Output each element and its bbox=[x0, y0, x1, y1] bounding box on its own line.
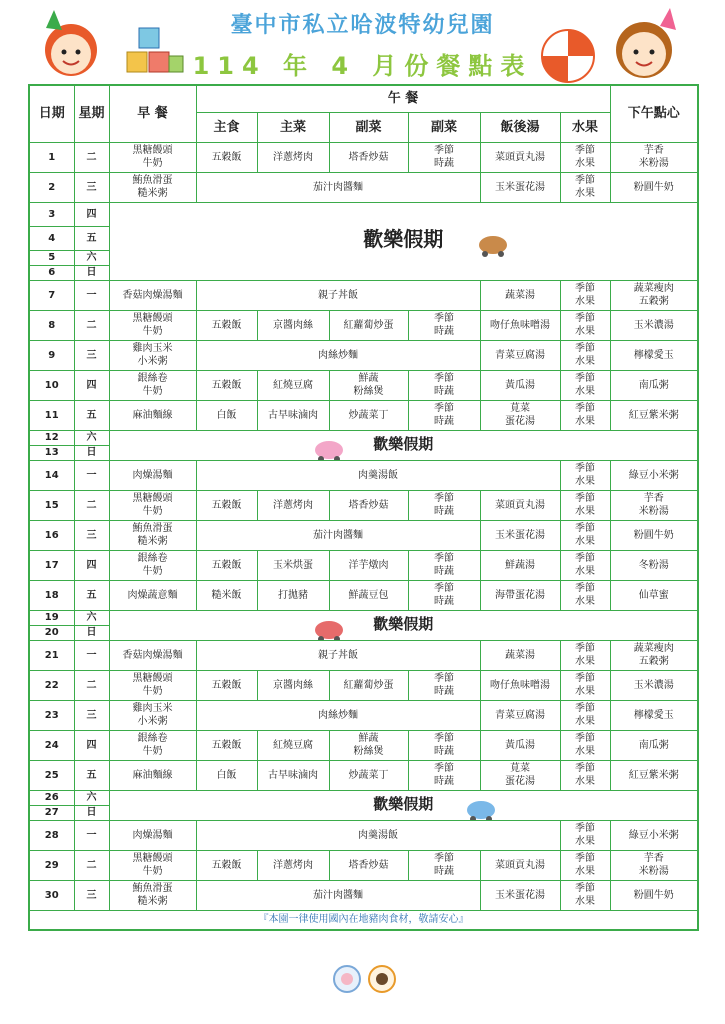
side-dish-cell: 塔香炒菇 bbox=[329, 490, 408, 520]
fruit-cell: 季節 水果 bbox=[560, 640, 610, 670]
side-dish-cell: 紅蘿蔔炒蛋 bbox=[329, 310, 408, 340]
soup-cell: 玉米蛋花湯 bbox=[480, 520, 560, 550]
main-dish-cell: 紅燒豆腐 bbox=[257, 730, 329, 760]
breakfast-cell: 銀絲卷 牛奶 bbox=[109, 550, 196, 580]
weekday-cell: 日 bbox=[74, 265, 109, 280]
side-dish-cell: 季節 時蔬 bbox=[408, 310, 480, 340]
plane-icon bbox=[463, 793, 499, 821]
soup-cell: 玉米蛋花湯 bbox=[480, 172, 560, 202]
breakfast-cell: 鮪魚滑蛋 糙米粥 bbox=[109, 172, 196, 202]
fruit-cell: 季節 水果 bbox=[560, 370, 610, 400]
holiday-banner bbox=[109, 610, 698, 640]
notice-text: 『本園一律使用國內在地豬肉食材，敬請安心』 bbox=[29, 910, 698, 930]
breakfast-cell: 黑糖饅頭 牛奶 bbox=[109, 310, 196, 340]
staple-cell: 五穀飯 bbox=[196, 370, 257, 400]
breakfast-cell: 肉燥湯麵 bbox=[109, 460, 196, 490]
snack-cell: 綠豆小米粥 bbox=[610, 820, 698, 850]
snack-cell: 玉米濃湯 bbox=[610, 310, 698, 340]
weekday-cell: 二 bbox=[74, 670, 109, 700]
weekday-cell: 六 bbox=[74, 790, 109, 805]
beach-ball-icon bbox=[540, 28, 596, 84]
breakfast-cell: 雞肉玉米 小米粥 bbox=[109, 340, 196, 370]
fruit-cell: 季節 水果 bbox=[560, 280, 610, 310]
weekday-cell: 四 bbox=[74, 202, 109, 226]
date-cell: 25 bbox=[29, 760, 74, 790]
staple-cell: 五穀飯 bbox=[196, 142, 257, 172]
side-dish-cell: 季節 時蔬 bbox=[408, 370, 480, 400]
meal-table bbox=[28, 84, 699, 931]
snack-cell: 南瓜粥 bbox=[610, 730, 698, 760]
breakfast-cell: 肉燥湯麵 bbox=[109, 820, 196, 850]
staple-cell: 白飯 bbox=[196, 760, 257, 790]
side-dish-cell: 季節 時蔬 bbox=[408, 670, 480, 700]
soup-cell: 菜頭貢丸湯 bbox=[480, 142, 560, 172]
table-row bbox=[29, 202, 698, 226]
weekday-cell: 三 bbox=[74, 520, 109, 550]
seal-right-icon bbox=[367, 964, 397, 994]
main-dish-cell: 京醬肉絲 bbox=[257, 310, 329, 340]
table-row bbox=[29, 400, 698, 430]
date-cell: 29 bbox=[29, 850, 74, 880]
table-row bbox=[29, 580, 698, 610]
date-cell: 7 bbox=[29, 280, 74, 310]
date-cell: 22 bbox=[29, 670, 74, 700]
table-row bbox=[29, 310, 698, 340]
side-dish-cell: 季節 時蔬 bbox=[408, 142, 480, 172]
weekday-cell: 三 bbox=[74, 172, 109, 202]
fruit-cell: 季節 水果 bbox=[560, 580, 610, 610]
table-row bbox=[29, 850, 698, 880]
main-dish-cell: 玉米烘蛋 bbox=[257, 550, 329, 580]
side-dish-cell: 季節 時蔬 bbox=[408, 550, 480, 580]
side-dish-cell: 塔香炒菇 bbox=[329, 142, 408, 172]
holiday-banner bbox=[109, 790, 698, 820]
soup-cell: 玉米蛋花湯 bbox=[480, 880, 560, 910]
snack-cell: 粉圓牛奶 bbox=[610, 520, 698, 550]
school-name: 臺中市私立哈波特幼兒園 bbox=[230, 13, 495, 38]
fruit-cell: 季節 水果 bbox=[560, 880, 610, 910]
main-dish-cell: 洋蔥烤肉 bbox=[257, 850, 329, 880]
soup-cell: 青菜豆腐湯 bbox=[480, 340, 560, 370]
soup-cell: 黃瓜湯 bbox=[480, 730, 560, 760]
date-cell: 3 bbox=[29, 202, 74, 226]
breakfast-cell: 鮪魚滑蛋 糙米粥 bbox=[109, 520, 196, 550]
table-row bbox=[29, 550, 698, 580]
side-dish-cell: 紅蘿蔔炒蛋 bbox=[329, 670, 408, 700]
breakfast-cell: 黑糖饅頭 牛奶 bbox=[109, 850, 196, 880]
date-cell: 15 bbox=[29, 490, 74, 520]
side-dish-cell: 鮮蔬 粉絲煲 bbox=[329, 370, 408, 400]
side-dish-cell: 季節 時蔬 bbox=[408, 490, 480, 520]
date-cell: 18 bbox=[29, 580, 74, 610]
fruit-cell: 季節 水果 bbox=[560, 172, 610, 202]
weekday-cell: 六 bbox=[74, 610, 109, 625]
main-dish-cell: 打拋豬 bbox=[257, 580, 329, 610]
holiday-label: 歡樂假期 bbox=[373, 794, 434, 813]
lunch-combined-cell: 茄汁肉醬麵 bbox=[196, 520, 480, 550]
fruit-cell: 季節 水果 bbox=[560, 490, 610, 520]
date-cell: 1 bbox=[29, 142, 74, 172]
side-dish-cell: 鮮蔬 粉絲煲 bbox=[329, 730, 408, 760]
weekday-cell: 二 bbox=[74, 850, 109, 880]
soup-cell: 蔬菜湯 bbox=[480, 280, 560, 310]
fruit-cell: 季節 水果 bbox=[560, 400, 610, 430]
date-cell: 10 bbox=[29, 370, 74, 400]
horse-icon bbox=[475, 228, 511, 258]
main-dish-cell: 洋蔥烤肉 bbox=[257, 142, 329, 172]
date-cell: 8 bbox=[29, 310, 74, 340]
soup-cell: 吻仔魚味噌湯 bbox=[480, 310, 560, 340]
side-dish-cell: 季節 時蔬 bbox=[408, 850, 480, 880]
header-date: 日期 bbox=[29, 85, 74, 142]
doll-icon bbox=[311, 433, 347, 461]
weekday-cell: 五 bbox=[74, 760, 109, 790]
header-breakfast: 早 餐 bbox=[109, 85, 196, 142]
date-cell: 24 bbox=[29, 730, 74, 760]
breakfast-cell: 麻油麵線 bbox=[109, 400, 196, 430]
main-dish-cell: 古早味滷肉 bbox=[257, 760, 329, 790]
date-cell: 26 bbox=[29, 790, 74, 805]
holiday-banner bbox=[109, 202, 698, 280]
fruit-cell: 季節 水果 bbox=[560, 460, 610, 490]
soup-cell: 菜頭貢丸湯 bbox=[480, 850, 560, 880]
snack-cell: 玉米濃湯 bbox=[610, 670, 698, 700]
staple-cell: 五穀飯 bbox=[196, 850, 257, 880]
holiday-label: 歡樂假期 bbox=[373, 614, 434, 633]
table-row bbox=[29, 172, 698, 202]
page-header bbox=[0, 0, 725, 84]
staple-cell: 白飯 bbox=[196, 400, 257, 430]
weekday-cell: 一 bbox=[74, 280, 109, 310]
table-row bbox=[29, 142, 698, 172]
weekday-cell: 二 bbox=[74, 142, 109, 172]
weekday-cell: 三 bbox=[74, 880, 109, 910]
soup-cell: 莧菜 蛋花湯 bbox=[480, 400, 560, 430]
snack-cell: 蔬菜瘦肉 五穀粥 bbox=[610, 280, 698, 310]
snack-cell: 檸檬愛玉 bbox=[610, 340, 698, 370]
snack-cell: 紅豆紫米粥 bbox=[610, 400, 698, 430]
soup-cell: 鮮蔬湯 bbox=[480, 550, 560, 580]
fruit-cell: 季節 水果 bbox=[560, 670, 610, 700]
header-lunch: 午 餐 bbox=[196, 85, 610, 112]
weekday-cell: 日 bbox=[74, 445, 109, 460]
table-row bbox=[29, 670, 698, 700]
snack-cell: 粉圓牛奶 bbox=[610, 172, 698, 202]
soup-cell: 海帶蛋花湯 bbox=[480, 580, 560, 610]
date-cell: 23 bbox=[29, 700, 74, 730]
date-cell: 17 bbox=[29, 550, 74, 580]
staple-cell: 五穀飯 bbox=[196, 310, 257, 340]
breakfast-cell: 黑糖饅頭 牛奶 bbox=[109, 142, 196, 172]
weekday-cell: 五 bbox=[74, 226, 109, 250]
holiday-label: 歡樂假期 bbox=[373, 434, 434, 453]
lunch-combined-cell: 茄汁肉醬麵 bbox=[196, 172, 480, 202]
table-row bbox=[29, 790, 698, 805]
main-dish-cell: 古早味滷肉 bbox=[257, 400, 329, 430]
soup-cell: 蔬菜湯 bbox=[480, 640, 560, 670]
soup-cell: 莧菜 蛋花湯 bbox=[480, 760, 560, 790]
weekday-cell: 四 bbox=[74, 550, 109, 580]
breakfast-cell: 肉燥蔬意麵 bbox=[109, 580, 196, 610]
staple-cell: 糙米飯 bbox=[196, 580, 257, 610]
header-side-dish-2: 副菜 bbox=[408, 112, 480, 142]
table-row bbox=[29, 490, 698, 520]
weekday-cell: 二 bbox=[74, 310, 109, 340]
date-cell: 13 bbox=[29, 445, 74, 460]
weekday-cell: 日 bbox=[74, 625, 109, 640]
breakfast-cell: 香菇肉燥湯麵 bbox=[109, 640, 196, 670]
date-cell: 9 bbox=[29, 340, 74, 370]
table-row bbox=[29, 700, 698, 730]
weekday-cell: 四 bbox=[74, 730, 109, 760]
breakfast-cell: 麻油麵線 bbox=[109, 760, 196, 790]
table-row bbox=[29, 280, 698, 310]
seal-left-icon bbox=[332, 964, 362, 994]
side-dish-cell: 鮮蔬豆包 bbox=[329, 580, 408, 610]
holiday-label: 歡樂假期 bbox=[363, 226, 444, 251]
snack-cell: 芋香 米粉湯 bbox=[610, 490, 698, 520]
fruit-cell: 季節 水果 bbox=[560, 340, 610, 370]
date-cell: 14 bbox=[29, 460, 74, 490]
soup-cell: 吻仔魚味噌湯 bbox=[480, 670, 560, 700]
header-soup: 飯後湯 bbox=[480, 112, 560, 142]
table-row bbox=[29, 820, 698, 850]
table-row bbox=[29, 460, 698, 490]
header-fruit: 水果 bbox=[560, 112, 610, 142]
snack-cell: 芋香 米粉湯 bbox=[610, 142, 698, 172]
girl-face-icon bbox=[604, 6, 684, 82]
snack-cell: 綠豆小米粥 bbox=[610, 460, 698, 490]
weekday-cell: 六 bbox=[74, 250, 109, 265]
lunch-combined-cell: 茄汁肉醬麵 bbox=[196, 880, 480, 910]
staple-cell: 五穀飯 bbox=[196, 490, 257, 520]
snack-cell: 南瓜粥 bbox=[610, 370, 698, 400]
snack-cell: 粉圓牛奶 bbox=[610, 880, 698, 910]
fruit-cell: 季節 水果 bbox=[560, 310, 610, 340]
menu-title: 114 年 4 月份餐點表 bbox=[192, 52, 533, 80]
weekday-cell: 五 bbox=[74, 580, 109, 610]
table-row bbox=[29, 610, 698, 625]
date-cell: 30 bbox=[29, 880, 74, 910]
side-dish-cell: 季節 時蔬 bbox=[408, 760, 480, 790]
fruit-cell: 季節 水果 bbox=[560, 142, 610, 172]
lunch-combined-cell: 肉絲炒麵 bbox=[196, 700, 480, 730]
staple-cell: 五穀飯 bbox=[196, 550, 257, 580]
header-main-dish: 主菜 bbox=[257, 112, 329, 142]
weekday-cell: 三 bbox=[74, 340, 109, 370]
lunch-combined-cell: 親子丼飯 bbox=[196, 640, 480, 670]
snack-cell: 檸檬愛玉 bbox=[610, 700, 698, 730]
soup-cell: 菜頭貢丸湯 bbox=[480, 490, 560, 520]
header-side-dish-1: 副菜 bbox=[329, 112, 408, 142]
date-cell: 19 bbox=[29, 610, 74, 625]
soup-cell: 青菜豆腐湯 bbox=[480, 700, 560, 730]
fruit-cell: 季節 水果 bbox=[560, 700, 610, 730]
main-dish-cell: 京醬肉絲 bbox=[257, 670, 329, 700]
weekday-cell: 一 bbox=[74, 460, 109, 490]
snack-cell: 仙草蜜 bbox=[610, 580, 698, 610]
date-cell: 28 bbox=[29, 820, 74, 850]
weekday-cell: 一 bbox=[74, 640, 109, 670]
weekday-cell: 四 bbox=[74, 370, 109, 400]
fruit-cell: 季節 水果 bbox=[560, 850, 610, 880]
fruit-cell: 季節 水果 bbox=[560, 520, 610, 550]
weekday-cell: 三 bbox=[74, 700, 109, 730]
date-cell: 6 bbox=[29, 265, 74, 280]
lunch-combined-cell: 肉絲炒麵 bbox=[196, 340, 480, 370]
table-row bbox=[29, 880, 698, 910]
side-dish-cell: 季節 時蔬 bbox=[408, 580, 480, 610]
fruit-cell: 季節 水果 bbox=[560, 760, 610, 790]
side-dish-cell: 炒蔬菜丁 bbox=[329, 760, 408, 790]
lunch-combined-cell: 親子丼飯 bbox=[196, 280, 480, 310]
side-dish-cell: 季節 時蔬 bbox=[408, 400, 480, 430]
header-snack: 下午點心 bbox=[610, 85, 698, 142]
side-dish-cell: 季節 時蔬 bbox=[408, 730, 480, 760]
date-cell: 11 bbox=[29, 400, 74, 430]
date-cell: 2 bbox=[29, 172, 74, 202]
fruit-cell: 季節 水果 bbox=[560, 820, 610, 850]
breakfast-cell: 鮪魚滑蛋 糙米粥 bbox=[109, 880, 196, 910]
date-cell: 16 bbox=[29, 520, 74, 550]
main-dish-cell: 洋蔥烤肉 bbox=[257, 490, 329, 520]
table-row bbox=[29, 640, 698, 670]
snack-cell: 冬粉湯 bbox=[610, 550, 698, 580]
header-staple: 主食 bbox=[196, 112, 257, 142]
fruit-cell: 季節 水果 bbox=[560, 730, 610, 760]
table-row bbox=[29, 430, 698, 445]
side-dish-cell: 洋芋燉肉 bbox=[329, 550, 408, 580]
fruit-cell: 季節 水果 bbox=[560, 550, 610, 580]
weekday-cell: 日 bbox=[74, 805, 109, 820]
breakfast-cell: 黑糖饅頭 牛奶 bbox=[109, 490, 196, 520]
holiday-banner bbox=[109, 430, 698, 460]
snack-cell: 紅豆紫米粥 bbox=[610, 760, 698, 790]
date-cell: 12 bbox=[29, 430, 74, 445]
side-dish-cell: 炒蔬菜丁 bbox=[329, 400, 408, 430]
breakfast-cell: 香菇肉燥湯麵 bbox=[109, 280, 196, 310]
weekday-cell: 一 bbox=[74, 820, 109, 850]
table-row bbox=[29, 370, 698, 400]
main-dish-cell: 紅燒豆腐 bbox=[257, 370, 329, 400]
table-row bbox=[29, 340, 698, 370]
bike-icon bbox=[311, 613, 347, 641]
date-cell: 4 bbox=[29, 226, 74, 250]
staple-cell: 五穀飯 bbox=[196, 670, 257, 700]
date-cell: 20 bbox=[29, 625, 74, 640]
table-row bbox=[29, 520, 698, 550]
table-row bbox=[29, 760, 698, 790]
weekday-cell: 六 bbox=[74, 430, 109, 445]
breakfast-cell: 銀絲卷 牛奶 bbox=[109, 730, 196, 760]
date-cell: 27 bbox=[29, 805, 74, 820]
breakfast-cell: 銀絲卷 牛奶 bbox=[109, 370, 196, 400]
date-cell: 21 bbox=[29, 640, 74, 670]
table-row bbox=[29, 730, 698, 760]
weekday-cell: 五 bbox=[74, 400, 109, 430]
side-dish-cell: 塔香炒菇 bbox=[329, 850, 408, 880]
lunch-combined-cell: 肉羹湯飯 bbox=[196, 460, 560, 490]
breakfast-cell: 雞肉玉米 小米粥 bbox=[109, 700, 196, 730]
weekday-cell: 二 bbox=[74, 490, 109, 520]
breakfast-cell: 黑糖饅頭 牛奶 bbox=[109, 670, 196, 700]
staple-cell: 五穀飯 bbox=[196, 730, 257, 760]
date-cell: 5 bbox=[29, 250, 74, 265]
snack-cell: 蔬菜瘦肉 五穀粥 bbox=[610, 640, 698, 670]
header-weekday: 星期 bbox=[74, 85, 109, 142]
snack-cell: 芋香 米粉湯 bbox=[610, 850, 698, 880]
soup-cell: 黃瓜湯 bbox=[480, 370, 560, 400]
lunch-combined-cell: 肉羹湯飯 bbox=[196, 820, 560, 850]
